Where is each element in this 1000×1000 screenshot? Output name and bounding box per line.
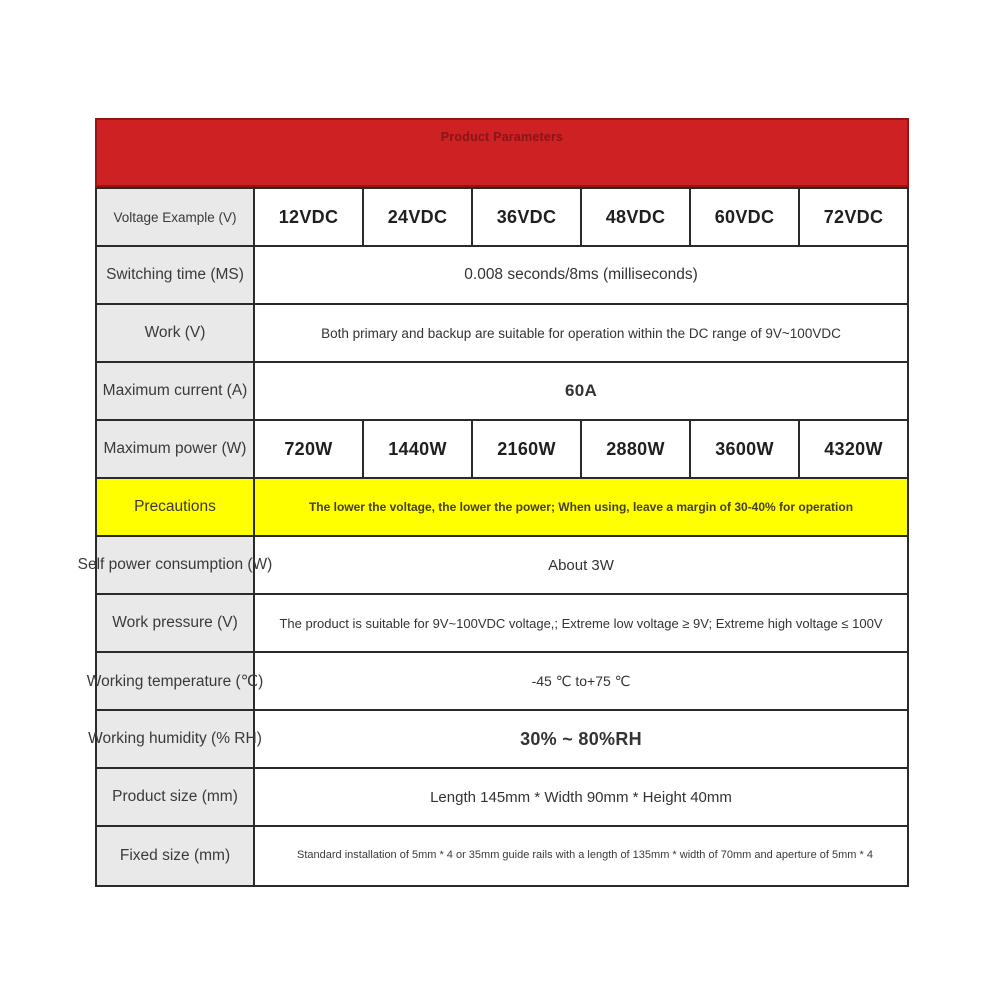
- row-switching-time: [97, 245, 907, 303]
- row-label: Product size (mm): [97, 769, 255, 825]
- row-label: Maximum current (A): [97, 363, 255, 419]
- voltage-cell: 36VDC: [473, 189, 582, 245]
- row-work-pressure: [97, 593, 907, 651]
- row-precautions: [97, 477, 907, 535]
- row-label: Working humidity (% RH): [97, 711, 255, 767]
- row-value: About 3W: [548, 556, 614, 574]
- row-label: Work pressure (V): [97, 595, 255, 651]
- power-cell: 2880W: [582, 421, 691, 477]
- row-label: Switching time (MS): [97, 247, 255, 303]
- voltage-cell: 48VDC: [582, 189, 691, 245]
- row-value: Standard installation of 5mm * 4 or 35mm guide rails with a length of 135mm * width of 70mm and aperture of 5mm * 4: [297, 849, 873, 862]
- voltage-cell: 12VDC: [255, 189, 364, 245]
- table-title: Product Parameters: [95, 118, 909, 187]
- row-value: -45 ℃ to+75 ℃: [531, 672, 631, 689]
- product-parameters-table: [77, 118, 909, 887]
- row-label: Work (V): [97, 305, 255, 361]
- row-label: Maximum power (W): [97, 421, 255, 477]
- row-value: 60A: [564, 381, 598, 400]
- row-value: 0.008 seconds/8ms (milliseconds): [464, 266, 698, 283]
- power-cell: 3600W: [691, 421, 800, 477]
- row-label: Precautions: [97, 479, 255, 535]
- row-self-power-consumption: [77, 535, 907, 593]
- row-label: Voltage Example (V): [97, 189, 255, 245]
- voltage-cells: [255, 189, 907, 245]
- power-cell: 4320W: [824, 438, 883, 459]
- row-fixed-size: [97, 825, 907, 885]
- power-cell: 2160W: [473, 421, 582, 477]
- row-value: Length 145mm * Width 90mm * Height 40mm: [430, 788, 732, 806]
- row-product-size: [97, 767, 907, 825]
- row-working-temperature: [86, 651, 907, 709]
- row-value: Both primary and backup are suitable for operation within the DC range of 9V~100VDC: [321, 325, 841, 341]
- row-voltage-example: [97, 187, 907, 245]
- row-maximum-current: [97, 361, 907, 419]
- row-label: Fixed size (mm): [97, 827, 255, 885]
- row-label: Working temperature (℃): [97, 653, 255, 709]
- row-value: 30% ~ 80%RH: [520, 728, 642, 749]
- row-maximum-power: [97, 419, 907, 477]
- row-work-voltage: [97, 303, 907, 361]
- power-cell: 720W: [255, 421, 364, 477]
- row-value: The lower the voltage, the lower the power; When using, leave a margin of 30-40% for operation: [308, 500, 854, 514]
- voltage-cell: 60VDC: [691, 189, 800, 245]
- power-cell: 1440W: [364, 421, 473, 477]
- row-label: Self power consumption (W): [97, 537, 255, 593]
- voltage-cell: 24VDC: [364, 189, 473, 245]
- row-working-humidity: [88, 709, 907, 767]
- voltage-cell: 72VDC: [823, 206, 884, 227]
- power-cells: [255, 421, 907, 477]
- row-value: The product is suitable for 9V~100VDC voltage,; Extreme low voltage ≥ 9V; Extreme high voltage ≤ 100V: [279, 615, 883, 631]
